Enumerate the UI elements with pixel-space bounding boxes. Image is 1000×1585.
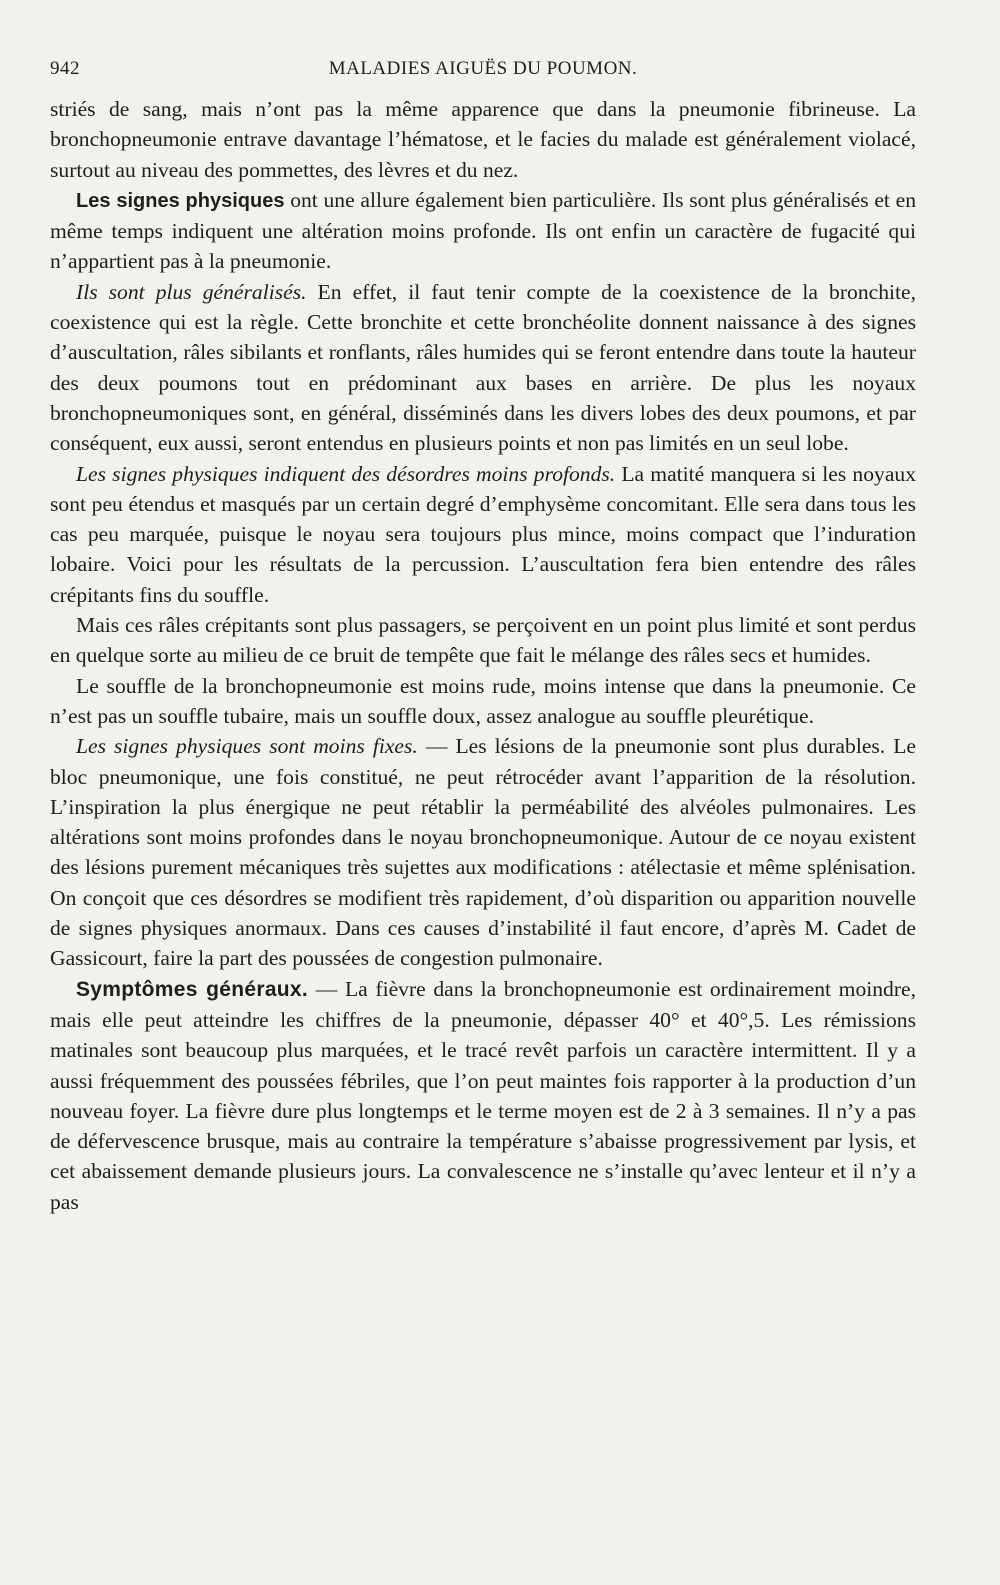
paragraph-1-text: striés de sang, mais n’ont pas la même apparence que dans la pneumonie fibrineuse. La bronchopneumonie entrave davantage l’hématose, et le facies du malade est généralement violacé, surtout au niveau des pommettes, des lèvres et du nez. [50, 97, 916, 182]
paragraph-3-text: En effet, il faut tenir compte de la coexistence de la bronchite, coexistence qui est la règle. Cette bronchite et cette bronchéolite donnent naissance à des signes d’auscultation, râles sibilants et ronflants, râles humides qui se feront entendre dans toute la hauteur des deux poumons tout en prédominant aux bases en arrière. De plus les noyaux bronchopneumoniques sont, en général, disséminés dans les divers lobes des deux poumons, et par conséquent, eux aussi, seront entendus en plusieurs points et non pas limités en un seul lobe. [50, 279, 916, 456]
paragraph-4 [50, 459, 916, 610]
paragraph-7 [50, 731, 916, 973]
paragraph-8-text: — La fièvre dans la bronchopneumonie est ordinairement moindre, mais elle peut atteindre les chiffres de la pneumonie, dépasser 40° et 40°,5. Les rémissions matinales sont beaucoup plus marquées, et le tracé revêt parfois un caractère intermittent. Il y a aussi fréquemment des poussées fébriles, que l’on peut maintes fois rapporter à la production d’un nouveau foyer. La fièvre dure plus longtemps et le terme moyen est de 2 à 3 semaines. Il n’y a pas de défervescence brusque, mais au contraire la température s’abaisse progressivement par lysis, et cet abaissement demande plusieurs jours. La convalescence ne s’installe qu’avec lenteur et il n’y a pas [50, 976, 917, 1214]
paragraph-5-text: Mais ces râles crépitants sont plus passagers, se perçoivent en un point plus limité et sont perdus en quelque sorte au milieu de ce bruit de tempête que fait le mélange des râles secs et humides. [50, 613, 916, 668]
paragraph-8-lead: Symptômes généraux. [76, 977, 309, 1001]
paragraph-6-text: Le souffle de la bronchopneumonie est moins rude, moins intense que dans la pneumonie. Ce n’est pas un souffle tubaire, mais un souffle doux, assez analogue au souffle pleurétique. [50, 673, 916, 728]
paragraph-3 [50, 277, 916, 459]
paragraph-4-lead: Les signes physiques indiquent des désordres moins profonds. [76, 461, 616, 486]
paragraph-4-text: La matité manquera si les noyaux sont peu étendus et masqués par un certain degré d’emphysème concomitant. Elle sera dans tous les cas peu marquée, puisque le noyau sera toujours plus mince, moins compact que l’induration lobaire. Voici pour les résultats de la percussion. L’auscultation fera bien entendre des râles crépitants fins du souffle. [50, 461, 916, 607]
paragraph-3-lead: Ils sont plus généralisés. [76, 279, 307, 304]
paragraph-2-text: ont une allure également bien particulière. Ils sont plus généralisés et en même temps indiquent une altération moins profonde. Ils ont enfin un caractère de fugacité qui n’appartient pas à la pneumonie. [50, 187, 916, 274]
paragraph-8 [50, 974, 916, 1217]
running-title: MALADIES AIGUËS DU POUMON. [328, 58, 638, 79]
paragraph-7-text: — Les lésions de la pneumonie sont plus durables. Le bloc pneumonique, une fois constitué, ne peut rétrocéder avant l’apparition de la résolution. L’inspiration la plus énergique ne peut rétablir la perméabilité des alvéoles pulmonaires. Les altérations sont moins profondes dans le noyau bronchopneumonique. Autour de ce noyau existent des lésions purement mécaniques très sujettes aux modifications : atélectasie et même splénisation. On conçoit que ces désordres se modifient très rapidement, d’où disparition ou apparition nouvelle de signes physiques anormaux. Dans ces causes d’instabilité il faut encore, d’après M. Cadet de Gassicourt, faire la part des poussées de congestion pulmonaire. [50, 734, 916, 971]
body-text [50, 94, 916, 1217]
paragraph-6 [50, 671, 916, 732]
page-number: 942 [50, 58, 80, 79]
paragraph-2 [50, 185, 916, 277]
paragraph-7-lead: Les signes physiques sont moins fixes. [76, 734, 418, 759]
paragraph-2-lead: Les signes physiques [76, 189, 285, 212]
paragraph-5 [50, 610, 916, 671]
paragraph-1 [50, 94, 916, 185]
running-header [50, 58, 916, 88]
